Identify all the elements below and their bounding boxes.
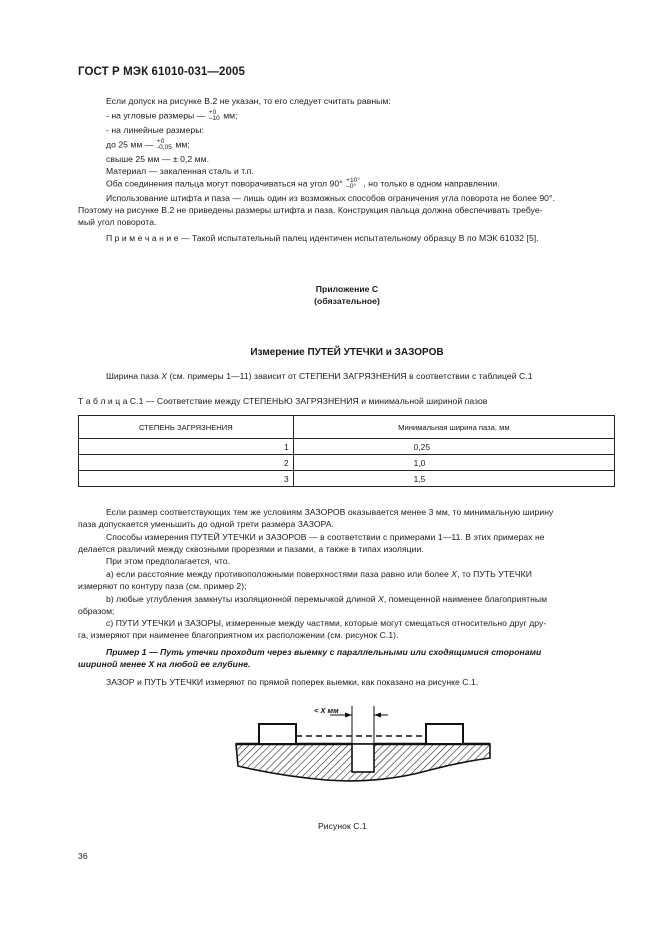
item-b-line2: образом; (78, 606, 115, 616)
item-a-line1 (106, 569, 532, 580)
tolerance-angular (106, 110, 238, 122)
rotate-top: +10° (346, 177, 360, 184)
angular-suffix: мм; (220, 110, 238, 121)
upto25-bottom: -0,05 (156, 144, 172, 151)
usage-line-1: Использование штифта и паза — лишь один из возможных способов ограничения угла поворота не более 90°. (106, 193, 555, 203)
table-row (79, 439, 615, 455)
tolerance-upto25 (106, 139, 190, 151)
item-a-pre: а) если расстояние между противоположными поверхностями паза равно или более (106, 569, 452, 579)
table-cell: 1,0 (293, 455, 614, 471)
body-p2-line1: Способы измерения ПУТЕЙ УТЕЧКИ и ЗАЗОРОВ — в соответствии с примерами 1—11. В этих примерах не (106, 532, 545, 542)
angular-bottom: –10 (208, 115, 220, 122)
tolerance-over25: свыше 25 мм — ± 0,2 мм. (106, 154, 210, 164)
rotation-text (106, 178, 500, 190)
dimension-label: < X мм (314, 706, 339, 715)
table-row (79, 471, 615, 487)
note-label: П р и м е ч а н и е (106, 233, 179, 243)
document-header: ГОСТ Р МЭК 61010-031—2005 (78, 66, 245, 78)
item-c-line2: га, измеряют при наименее благоприятном их расположении (см. рисунок С.1). (78, 630, 399, 640)
width-para-pre: Ширина паза (106, 371, 162, 381)
table-cell: 3 (79, 471, 294, 487)
table-cell: 1,5 (293, 471, 614, 487)
table-cell: 0,25 (293, 439, 614, 455)
angular-prefix: - на угловые размеры — (106, 110, 208, 121)
body-p1-line1: Если размер соответствующих тем же условиям ЗАЗОРОВ оказывается менее 3 мм, то минимальную ширину (106, 507, 554, 517)
angular-tolerance (209, 110, 220, 122)
tolerance-intro: Если допуск на рисунке B.2 не указан, то его следует считать равным: (106, 96, 391, 106)
table-cell: 1 (79, 439, 294, 455)
upto25-top: +0 (156, 138, 165, 145)
body-p3: При этом предполагается, что. (106, 556, 231, 566)
example-line2: шириной менее X на любой ее глубине. (78, 659, 251, 669)
conductor-right (426, 724, 463, 744)
annex-subtitle: (обязательное) (314, 296, 380, 306)
table-cell: 2 (79, 455, 294, 471)
pollution-table (78, 415, 615, 487)
rotate-bottom: –0° (346, 183, 357, 190)
material-text: Материал — закаленная сталь и т.п. (106, 166, 254, 176)
table-header-row (79, 416, 615, 439)
table-caption (78, 396, 487, 407)
note (106, 233, 539, 244)
tolerance-linear: - на линейные размеры: (106, 125, 204, 135)
page-number: 36 (78, 851, 88, 861)
conductor-left (259, 724, 296, 744)
note-text: — Такой испытательный палец идентичен испытательному образцу B по МЭК 61032 [5]. (178, 233, 539, 243)
rotate-prefix: Оба соединения пальца могут поворачиваться на угол 90° (106, 178, 346, 189)
rotate-suffix: , но только в одном направлении. (360, 178, 500, 189)
measure-text: ЗАЗОР и ПУТЬ УТЕЧКИ измеряют по прямой поперек выемки, как показано на рисунке С.1. (106, 677, 479, 687)
usage-line-3: мый угол поворота. (78, 217, 157, 227)
table-caption-label: Т а б л и ц а (78, 396, 128, 406)
groove (352, 744, 374, 772)
item-b-x: X (378, 594, 384, 604)
rotate-tolerance (346, 178, 360, 190)
upto25-suffix: мм; (172, 139, 190, 150)
item-a-line2: измеряют по контуру паза (см. пример 2); (78, 581, 247, 591)
item-b-post: , помещенной наименее благоприятным (383, 594, 548, 604)
upto25-tolerance (157, 139, 172, 151)
example-line1: Пример 1 — Путь утечки проходит через выемку с параллельными или сходящимися сторонами (106, 647, 542, 657)
dim-arrow-left (345, 713, 352, 718)
annex-title: Приложение С (315, 284, 379, 294)
figure-c1 (230, 700, 500, 800)
item-a-x: X (451, 569, 458, 579)
dim-arrow-right (374, 713, 381, 718)
table-header-cell: СТЕПЕНЬ ЗАГРЯЗНЕНИЯ (79, 416, 294, 439)
usage-line-2: Поэтому на рисунке B.2 не приведены размеры штифта и паза. Конструкция пальца должна обеспечивать требуе- (78, 205, 543, 215)
width-para-post: (см. примеры 1—11) зависит от СТЕПЕНИ ЗАГРЯЗНЕНИЯ в соответствии с таблицей С.1 (167, 371, 533, 381)
item-c-line1: с) ПУТИ УТЕЧКИ и ЗАЗОРЫ, измеренные между частями, которые могут смещаться относительно друг дру- (106, 618, 547, 628)
item-b-pre: b) любые углубления замкнуты изоляционной перемычкой длиной (106, 594, 379, 604)
item-a-post: , то ПУТЬ УТЕЧКИ (457, 569, 532, 579)
table-row (79, 455, 615, 471)
body-p1-line2: паза допускается уменьшить до одной трети размера ЗАЗОРА. (78, 519, 334, 529)
section-heading: Измерение ПУТЕЙ УТЕЧКИ и ЗАЗОРОВ (250, 347, 444, 358)
table-header-cell: Минимальная ширина паза, мм (293, 416, 614, 439)
width-para-x: X (161, 371, 168, 381)
item-b-line1 (106, 594, 547, 605)
table-caption-text: С.1 — Соответствие между СТЕПЕНЬЮ ЗАГРЯЗНЕНИЯ и минимальной шириной пазов (127, 396, 488, 406)
width-paragraph (106, 371, 533, 382)
upto25-prefix: до 25 мм — (106, 139, 156, 150)
body-p2-line2: делается различий между сквозными прорезями и пазами, а также в типах изоляции. (78, 544, 424, 554)
angular-top: +0 (208, 109, 217, 116)
figure-caption: Рисунок С.1 (318, 821, 367, 831)
